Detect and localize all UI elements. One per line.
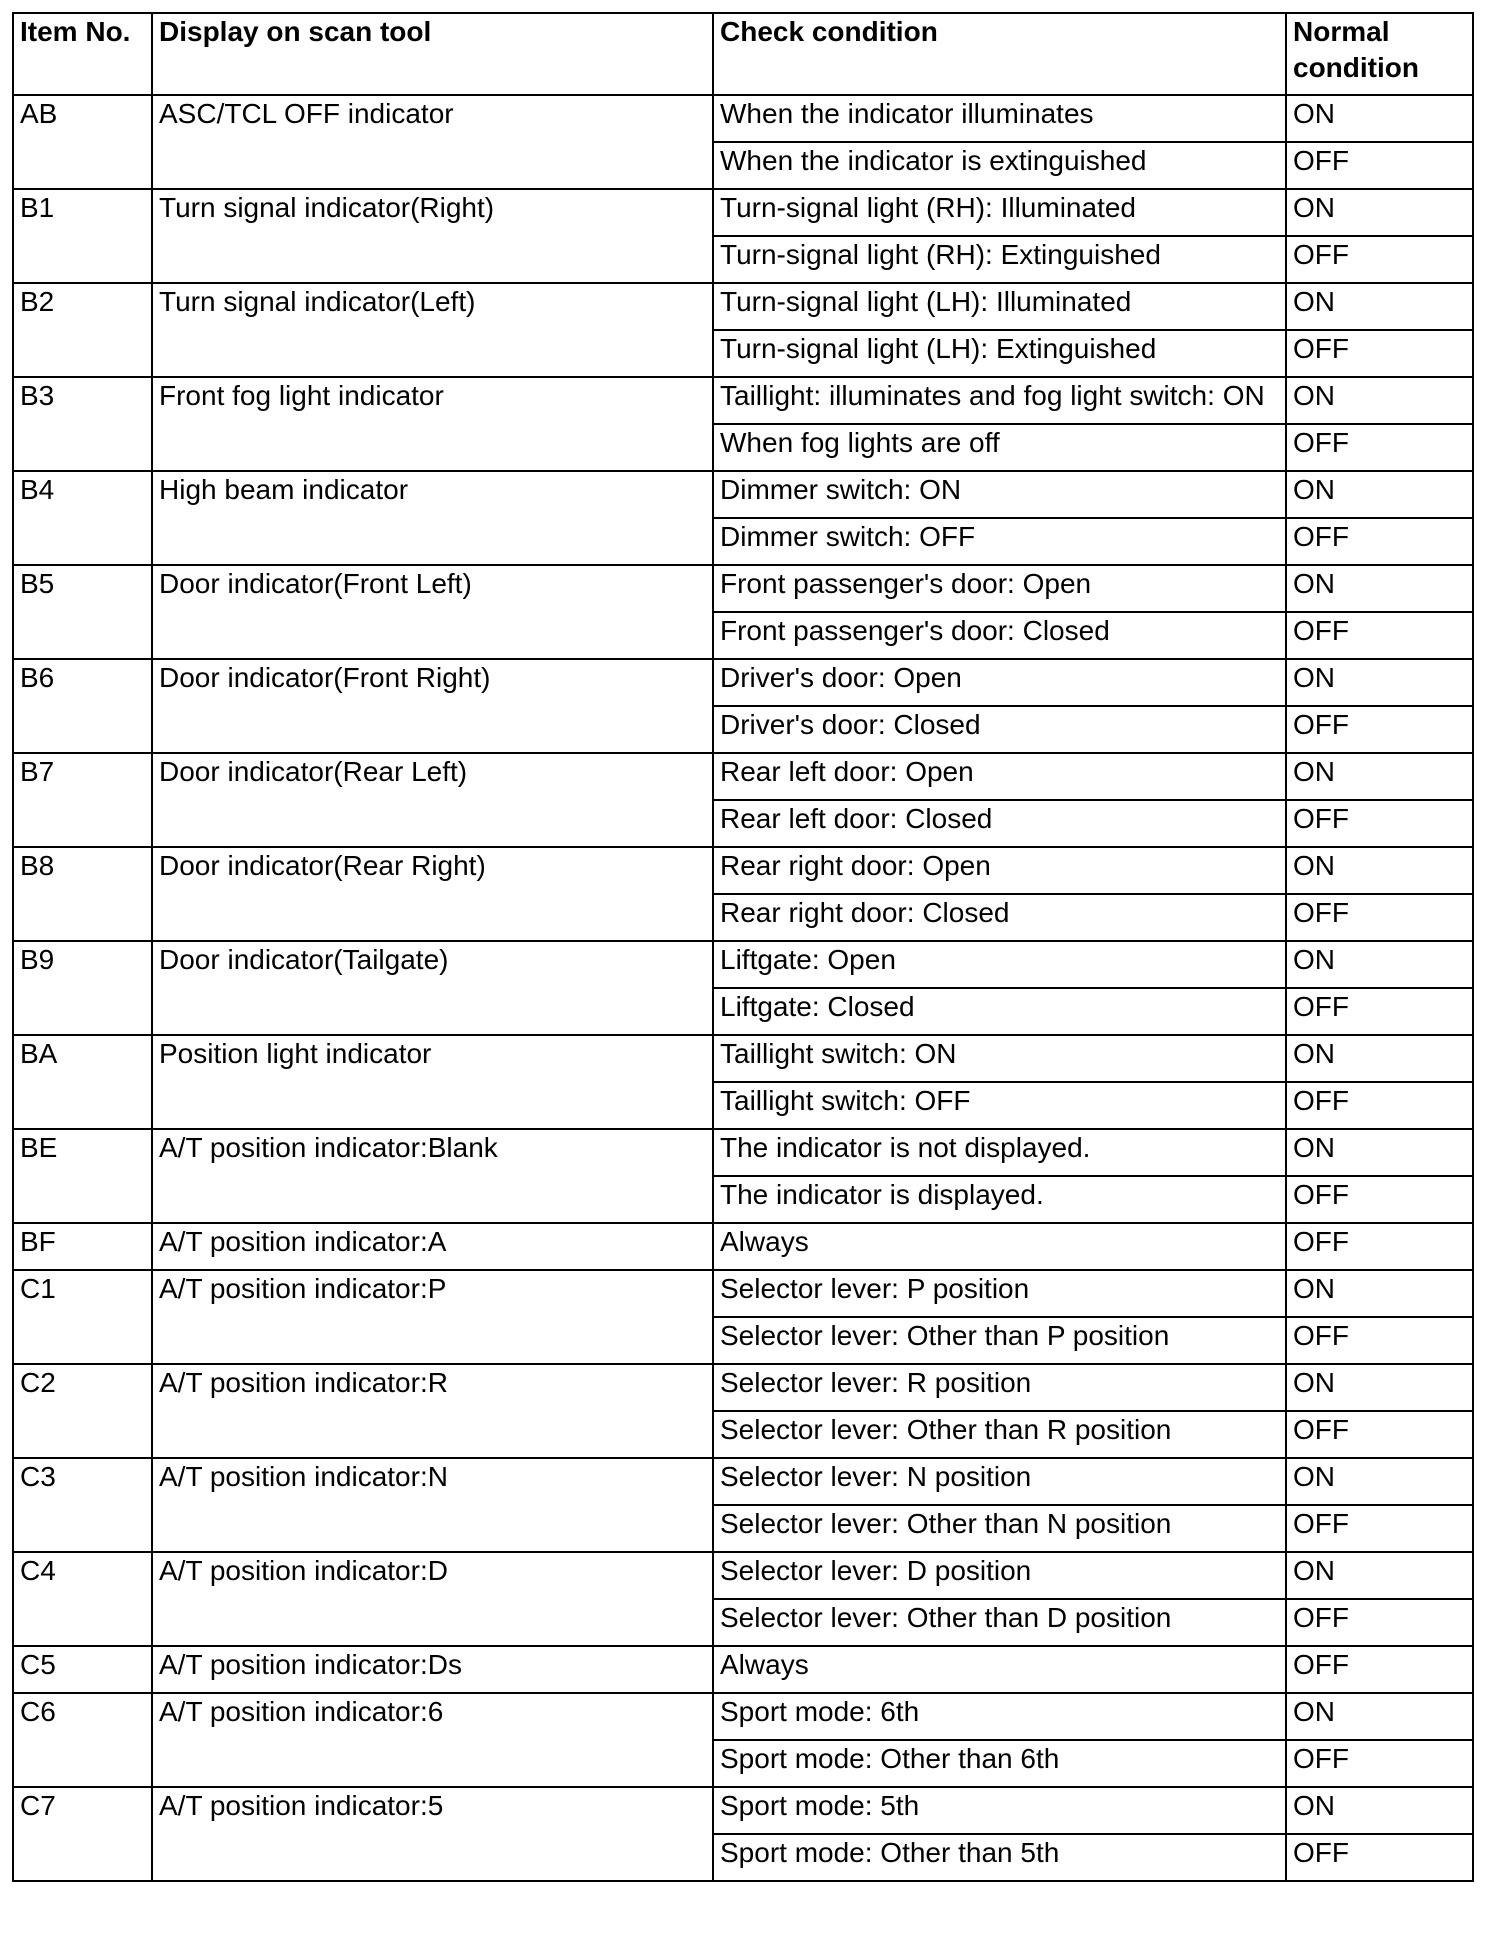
item-no-cell: B1 — [13, 189, 152, 283]
check-condition-cell: Always — [713, 1223, 1286, 1270]
table-row — [13, 1787, 1473, 1834]
item-no-cell: C1 — [13, 1270, 152, 1364]
table-row — [13, 1693, 1473, 1740]
check-condition-cell: When fog lights are off — [713, 424, 1286, 471]
normal-condition-cell: ON — [1286, 753, 1473, 800]
item-no-cell: BF — [13, 1223, 152, 1270]
check-condition-cell: Rear left door: Open — [713, 753, 1286, 800]
normal-condition-cell: ON — [1286, 471, 1473, 518]
table-row — [13, 1270, 1473, 1317]
normal-condition-cell: OFF — [1286, 1505, 1473, 1552]
check-condition-cell: Dimmer switch: ON — [713, 471, 1286, 518]
display-cell: Door indicator(Rear Left) — [152, 753, 713, 847]
normal-condition-cell: OFF — [1286, 706, 1473, 753]
item-no-cell: B6 — [13, 659, 152, 753]
check-condition-cell: Selector lever: Other than R position — [713, 1411, 1286, 1458]
normal-condition-cell: ON — [1286, 283, 1473, 330]
display-cell: A/T position indicator:Blank — [152, 1129, 713, 1223]
item-no-cell: B4 — [13, 471, 152, 565]
check-condition-cell: Turn-signal light (RH): Illuminated — [713, 189, 1286, 236]
table-row — [13, 95, 1473, 142]
item-no-cell: B3 — [13, 377, 152, 471]
header-item-no: Item No. — [13, 13, 152, 95]
item-no-cell: C4 — [13, 1552, 152, 1646]
item-no-cell: AB — [13, 95, 152, 189]
normal-condition-cell: OFF — [1286, 518, 1473, 565]
display-cell: Door indicator(Front Right) — [152, 659, 713, 753]
check-condition-cell: Driver's door: Closed — [713, 706, 1286, 753]
display-cell: ASC/TCL OFF indicator — [152, 95, 713, 189]
display-cell: A/T position indicator:5 — [152, 1787, 713, 1881]
check-condition-cell: Selector lever: R position — [713, 1364, 1286, 1411]
table-row — [13, 847, 1473, 894]
check-condition-cell: Turn-signal light (RH): Extinguished — [713, 236, 1286, 283]
check-condition-cell: Taillight switch: ON — [713, 1035, 1286, 1082]
item-no-cell: B7 — [13, 753, 152, 847]
check-condition-cell: Rear right door: Open — [713, 847, 1286, 894]
normal-condition-cell: OFF — [1286, 1411, 1473, 1458]
header-check-condition: Check condition — [713, 13, 1286, 95]
check-condition-cell: The indicator is not displayed. — [713, 1129, 1286, 1176]
item-no-cell: C3 — [13, 1458, 152, 1552]
table-row — [13, 1364, 1473, 1411]
table-row — [13, 1646, 1473, 1693]
display-cell: Turn signal indicator(Right) — [152, 189, 713, 283]
header-row — [13, 13, 1473, 95]
check-condition-cell: Front passenger's door: Closed — [713, 612, 1286, 659]
check-condition-cell: Always — [713, 1646, 1286, 1693]
check-condition-cell: Liftgate: Open — [713, 941, 1286, 988]
table-row — [13, 659, 1473, 706]
normal-condition-cell: ON — [1286, 1693, 1473, 1740]
normal-condition-cell: OFF — [1286, 236, 1473, 283]
display-cell: Door indicator(Tailgate) — [152, 941, 713, 1035]
check-condition-cell: When the indicator illuminates — [713, 95, 1286, 142]
check-condition-cell: Selector lever: Other than N position — [713, 1505, 1286, 1552]
normal-condition-cell: ON — [1286, 565, 1473, 612]
normal-condition-cell: OFF — [1286, 1599, 1473, 1646]
table-row — [13, 1035, 1473, 1082]
normal-condition-cell: ON — [1286, 941, 1473, 988]
check-condition-cell: Front passenger's door: Open — [713, 565, 1286, 612]
display-cell: High beam indicator — [152, 471, 713, 565]
table-row — [13, 941, 1473, 988]
item-no-cell: BA — [13, 1035, 152, 1129]
normal-condition-cell: ON — [1286, 377, 1473, 424]
display-cell: A/T position indicator:D — [152, 1552, 713, 1646]
normal-condition-cell: OFF — [1286, 1317, 1473, 1364]
check-condition-cell: Sport mode: Other than 6th — [713, 1740, 1286, 1787]
check-condition-cell: Driver's door: Open — [713, 659, 1286, 706]
item-no-cell: B9 — [13, 941, 152, 1035]
header-display-on-scan-tool: Display on scan tool — [152, 13, 713, 95]
item-no-cell: C2 — [13, 1364, 152, 1458]
table-row — [13, 377, 1473, 424]
normal-condition-cell: ON — [1286, 659, 1473, 706]
check-condition-cell: The indicator is displayed. — [713, 1176, 1286, 1223]
check-condition-cell: Rear right door: Closed — [713, 894, 1286, 941]
normal-condition-cell: ON — [1286, 1035, 1473, 1082]
header-normal-condition: Normal condition — [1286, 13, 1473, 95]
normal-condition-cell: OFF — [1286, 1082, 1473, 1129]
check-condition-cell: Turn-signal light (LH): Extinguished — [713, 330, 1286, 377]
normal-condition-cell: ON — [1286, 1787, 1473, 1834]
normal-condition-cell: OFF — [1286, 1223, 1473, 1270]
display-cell: Door indicator(Rear Right) — [152, 847, 713, 941]
table-row — [13, 565, 1473, 612]
scan-tool-data-table — [12, 12, 1474, 1882]
item-no-cell: C7 — [13, 1787, 152, 1881]
table-header — [13, 13, 1473, 95]
normal-condition-cell: OFF — [1286, 424, 1473, 471]
normal-condition-cell: OFF — [1286, 800, 1473, 847]
check-condition-cell: Selector lever: N position — [713, 1458, 1286, 1505]
table-row — [13, 283, 1473, 330]
normal-condition-cell: OFF — [1286, 330, 1473, 377]
check-condition-cell: Turn-signal light (LH): Illuminated — [713, 283, 1286, 330]
normal-condition-cell: OFF — [1286, 1740, 1473, 1787]
normal-condition-cell: OFF — [1286, 1646, 1473, 1693]
normal-condition-cell: OFF — [1286, 1834, 1473, 1881]
normal-condition-cell: ON — [1286, 189, 1473, 236]
display-cell: A/T position indicator:A — [152, 1223, 713, 1270]
normal-condition-cell: ON — [1286, 1552, 1473, 1599]
item-no-cell: B5 — [13, 565, 152, 659]
item-no-cell: B8 — [13, 847, 152, 941]
display-cell: Door indicator(Front Left) — [152, 565, 713, 659]
item-no-cell: C6 — [13, 1693, 152, 1787]
normal-condition-cell: OFF — [1286, 894, 1473, 941]
check-condition-cell: Selector lever: Other than D position — [713, 1599, 1286, 1646]
item-no-cell: B2 — [13, 283, 152, 377]
display-cell: A/T position indicator:6 — [152, 1693, 713, 1787]
check-condition-cell: When the indicator is extinguished — [713, 142, 1286, 189]
normal-condition-cell: OFF — [1286, 988, 1473, 1035]
display-cell: Position light indicator — [152, 1035, 713, 1129]
check-condition-cell: Selector lever: Other than P position — [713, 1317, 1286, 1364]
normal-condition-cell: ON — [1286, 847, 1473, 894]
table-row — [13, 1223, 1473, 1270]
check-condition-cell: Taillight switch: OFF — [713, 1082, 1286, 1129]
table-row — [13, 471, 1473, 518]
item-no-cell: C5 — [13, 1646, 152, 1693]
normal-condition-cell: OFF — [1286, 142, 1473, 189]
table-body — [13, 95, 1473, 1881]
normal-condition-cell: OFF — [1286, 1176, 1473, 1223]
check-condition-cell: Liftgate: Closed — [713, 988, 1286, 1035]
check-condition-cell: Selector lever: D position — [713, 1552, 1286, 1599]
check-condition-cell: Sport mode: 6th — [713, 1693, 1286, 1740]
table-row — [13, 1458, 1473, 1505]
table-row — [13, 753, 1473, 800]
normal-condition-cell: ON — [1286, 95, 1473, 142]
check-condition-cell: Dimmer switch: OFF — [713, 518, 1286, 565]
check-condition-cell: Sport mode: 5th — [713, 1787, 1286, 1834]
check-condition-cell: Taillight: illuminates and fog light switch: ON — [713, 377, 1286, 424]
item-no-cell: BE — [13, 1129, 152, 1223]
display-cell: A/T position indicator:Ds — [152, 1646, 713, 1693]
normal-condition-cell: ON — [1286, 1270, 1473, 1317]
normal-condition-cell: ON — [1286, 1129, 1473, 1176]
display-cell: A/T position indicator:N — [152, 1458, 713, 1552]
display-cell: A/T position indicator:R — [152, 1364, 713, 1458]
check-condition-cell: Selector lever: P position — [713, 1270, 1286, 1317]
normal-condition-cell: ON — [1286, 1364, 1473, 1411]
table-row — [13, 1129, 1473, 1176]
display-cell: Front fog light indicator — [152, 377, 713, 471]
table-row — [13, 189, 1473, 236]
normal-condition-cell: ON — [1286, 1458, 1473, 1505]
normal-condition-cell: OFF — [1286, 612, 1473, 659]
display-cell: A/T position indicator:P — [152, 1270, 713, 1364]
check-condition-cell: Sport mode: Other than 5th — [713, 1834, 1286, 1881]
display-cell: Turn signal indicator(Left) — [152, 283, 713, 377]
table-row — [13, 1552, 1473, 1599]
check-condition-cell: Rear left door: Closed — [713, 800, 1286, 847]
